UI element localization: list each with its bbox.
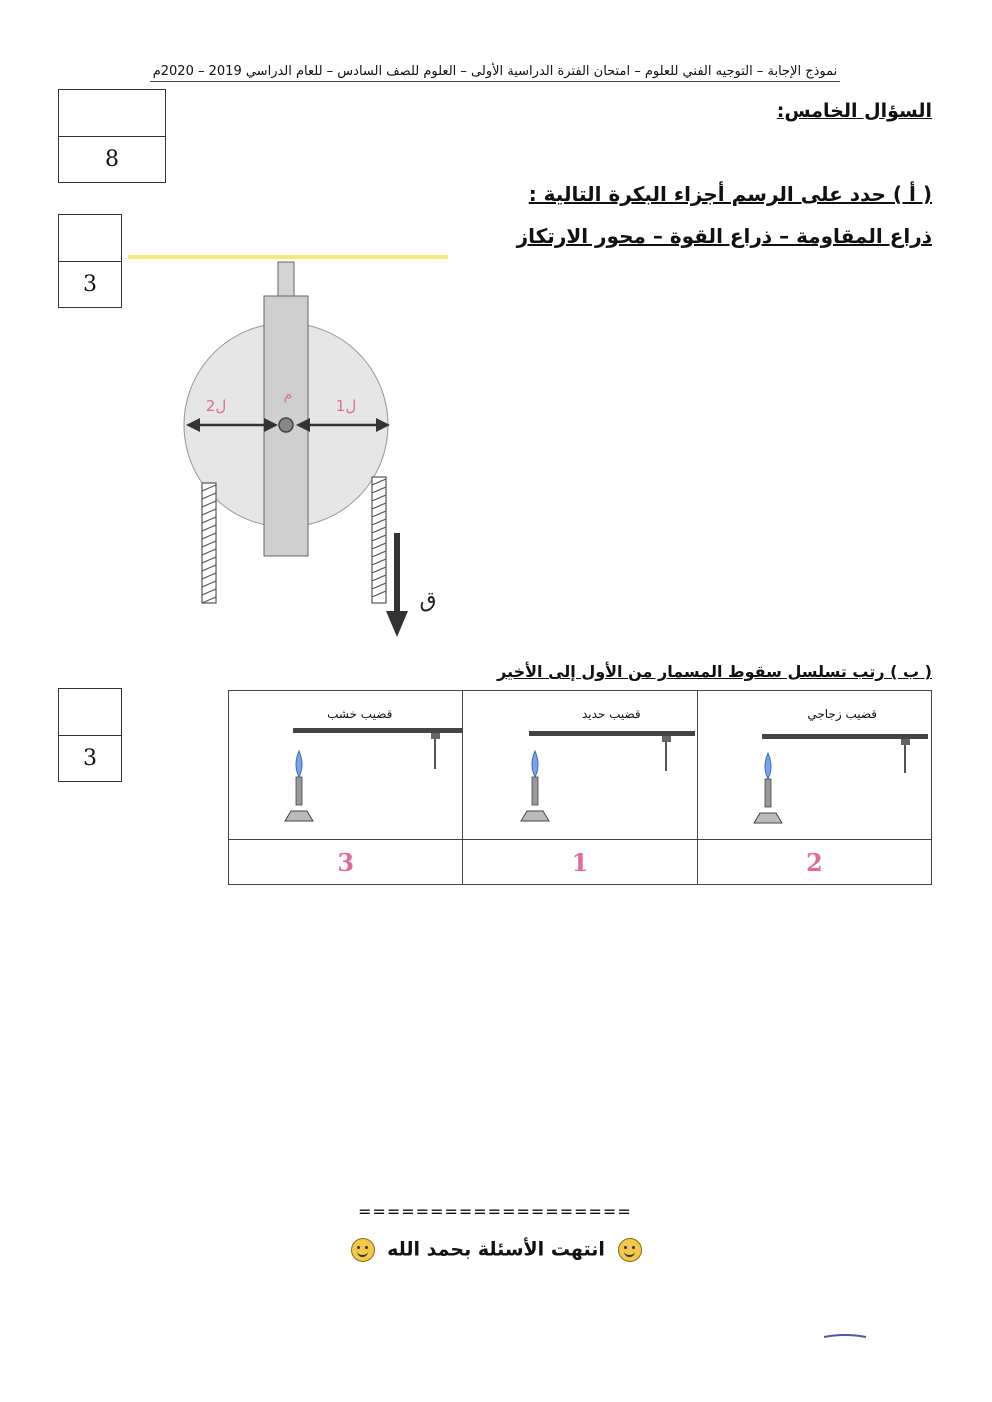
rod-cell-wood [229,691,463,840]
total-mark-empty-cell [59,90,165,137]
total-mark-box [58,89,166,183]
total-mark-value: 8 [105,146,119,172]
scan-mark [820,1332,870,1340]
question-title: السؤال الخامس: [776,100,932,122]
force-arrow [386,533,408,637]
smiley-icon [351,1238,375,1262]
part-b-mark-box [58,688,122,782]
part-a-mark-box [58,214,122,308]
rod-cell-iron [463,691,697,840]
label-right-arm: ل1 [335,397,357,415]
iron-rod-figure [521,731,695,821]
label-center: م [283,387,293,403]
answer-glass: 2 [697,840,931,885]
part-a-parts-list: ذراع المقاومة – ذراع القوة – محور الارتكاز [516,224,932,248]
rod-cell-glass [697,691,931,840]
wood-rod-figure [285,728,463,821]
smiley-icon [618,1238,642,1262]
part-b-instruction: ( ب ) رتب تسلسل سقوط المسمار من الأول إلى الأخير [497,662,932,681]
closing-line [0,1238,992,1262]
rod-label-iron: قضيب حديد [581,707,641,721]
part-a-instruction: ( أ ) حدد على الرسم أجزاء البكرة التالية : [528,182,932,206]
answer-iron: 1 [463,840,697,885]
fulcrum-axis [279,418,293,432]
label-left-arm: ل2 [205,397,227,415]
rods-table [228,690,932,885]
part-b-mark-value: 3 [83,745,97,771]
rod-label-glass: قضيب زجاجي [807,707,877,721]
left-rope [202,483,216,603]
rod-experiment-iron [463,691,697,839]
answer-wood: 3 [229,840,463,885]
pulley-diagram [120,245,460,645]
closing-text: انتهت الأسئلة بحمد الله [387,1238,605,1261]
rod-label-wood: قضيب خشب [327,707,393,721]
page-header: نموذج الإجابة – التوجيه الفني للعلوم – امتحان الفترة الدراسية الأولى – العلوم للصف السادس – للعام الدراسي 2019 – 2020م [150,64,840,82]
separator-line: =================== [358,1202,632,1221]
glass-rod-figure [754,734,928,823]
part-a-mark-empty-cell [59,215,121,262]
pulley-hanger [278,262,294,296]
right-rope [372,477,386,603]
part-b-mark-empty-cell [59,689,121,736]
part-a-mark-value: 3 [83,271,97,297]
label-force: ق [419,588,437,613]
